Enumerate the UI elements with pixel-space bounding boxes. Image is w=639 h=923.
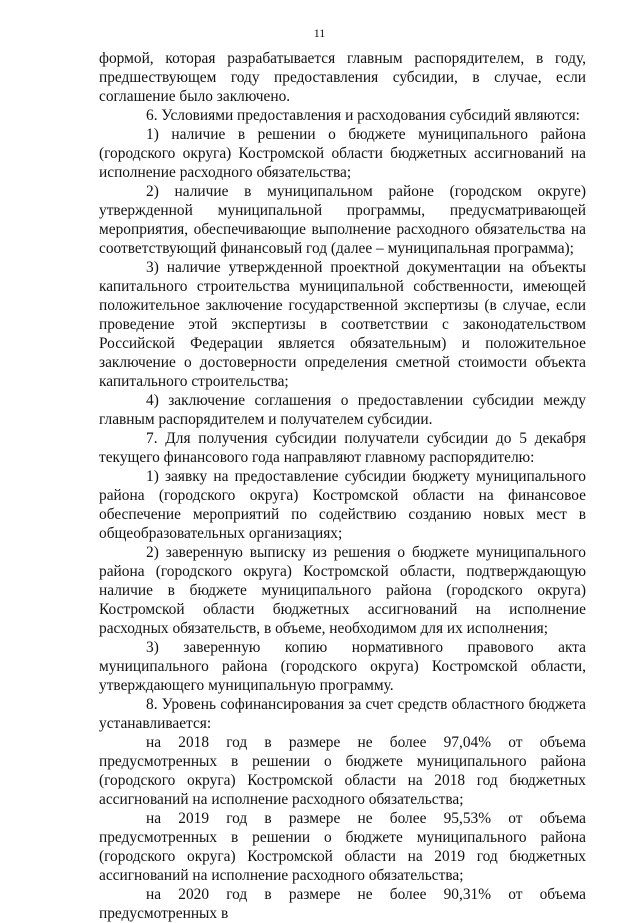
- paragraph: 2) заверенную выписку из решения о бюджете муниципального района (городского округа) Костромской области, подтверждающую наличие в бюджете муниципального района (городского округа) Костромской области бюджетных ассигнований на исполнение расходных обязательств, в объеме, необходимом для их исполнения;: [99, 544, 586, 637]
- paragraph: на 2019 год в размере не более 95,53% от объема предусмотренных в решении о бюджете муниципального района (городского округа) Костромской области на 2019 год бюджетных ассигнований на исполнение расходного обязательства;: [99, 810, 586, 884]
- paragraph: 7. Для получения субсидии получатели субсидии до 5 декабря текущего финансового года направляют главному распорядителю:: [99, 430, 586, 466]
- paragraph: формой, которая разрабатывается главным распорядителем, в году, предшествующем году предоставления субсидии, в случае, если соглашение было заключено.: [99, 50, 586, 105]
- paragraph: 1) заявку на предоставление субсидии бюджету муниципального района (городского округа) Костромской области на финансовое обеспечение мероприятий по содействию созданию новых мест в общеобразовательных организациях;: [99, 468, 586, 542]
- document-body: [99, 49, 586, 923]
- page-number: 11: [313, 26, 326, 40]
- paragraph: 3) наличие утвержденной проектной документации на объекты капитального строительства муниципальной собственности, имеющей положительное заключение государственной экспертизы (в случае, если проведение этой экспертизы в соответствии с законодательством Российской Федерации является обязательным) и положительное заключение о достоверности определения сметной стоимости объекта капитального строительства;: [99, 259, 586, 390]
- paragraph: 3) заверенную копию нормативного правового акта муниципального района (городского округа) Костромской области, утверждающего муниципальную программу.: [99, 639, 586, 694]
- paragraph: 4) заключение соглашения о предоставлении субсидии между главным распорядителем и получателем субсидии.: [99, 392, 586, 428]
- paragraph: на 2018 год в размере не более 97,04% от объема предусмотренных в решении о бюджете муниципального района (городского округа) Костромской области на 2018 год бюджетных ассигнований на исполнение расходного обязательства;: [99, 734, 586, 808]
- paragraph: 1) наличие в решении о бюджете муниципального района (городского округа) Костромской области бюджетных ассигнований на исполнение расходного обязательства;: [99, 126, 586, 181]
- paragraph: 8. Уровень софинансирования за счет средств областного бюджета устанавливается:: [99, 696, 586, 732]
- paragraph: на 2020 год в размере не более 90,31% от объема предусмотренных в: [99, 886, 586, 922]
- paragraph: 6. Условиями предоставления и расходования субсидий являются:: [146, 107, 580, 124]
- paragraph: 2) наличие в муниципальном районе (городском округе) утвержденной муниципальной программы, предусматривающей мероприятия, обеспечивающие выполнение расходного обязательства на соответствующий финансовый год (далее – муниципальная программа);: [99, 183, 586, 257]
